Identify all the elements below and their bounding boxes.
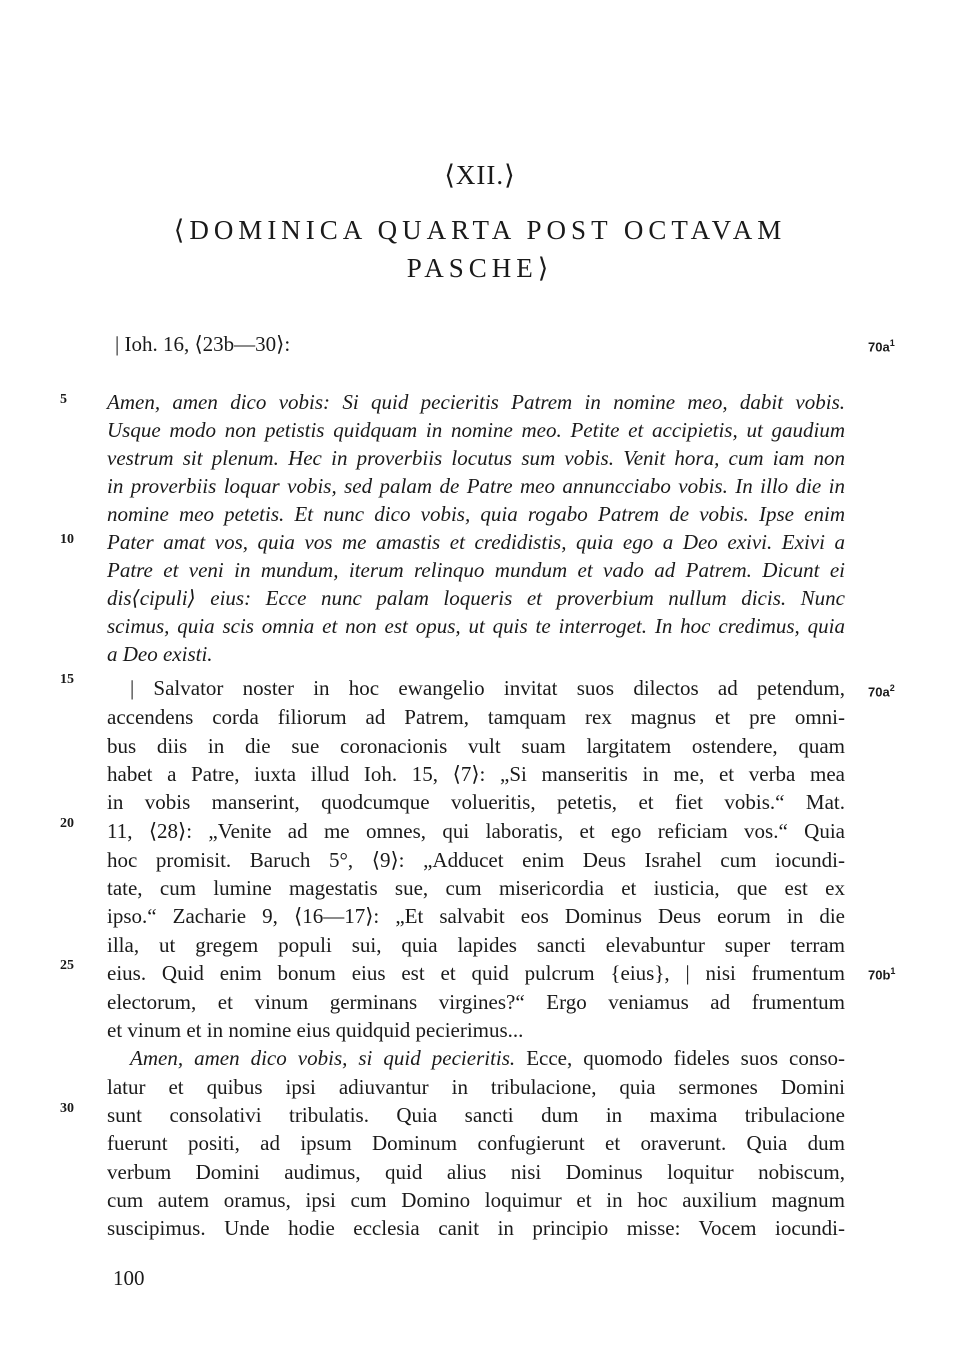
body-line: bus diis in die sue coronacionis vult suam largitatem ostendere, quam — [107, 734, 845, 758]
gospel-line: scimus, quia scis omnia et non est opus, ut quis te interroget. In hoc credimus, quia — [107, 614, 845, 638]
margin-folio-sup: 2 — [889, 683, 895, 693]
body-line: tate, cum lumine magestatis sue, cum misericordia et iusticia, que est ex — [107, 876, 845, 900]
line-number: 10 — [60, 532, 74, 547]
margin-folio-label: 70a — [868, 339, 890, 355]
margin-folio-note — [868, 338, 895, 354]
margin-folio-sup: 1 — [889, 338, 895, 348]
gospel-line: dis⟨cipuli⟩ eius: Ecce nunc palam loqueris et proverbium nullum dicis. Nunc — [107, 586, 845, 610]
margin-folio-label: 70b — [868, 967, 891, 983]
margin-folio-sup: 1 — [890, 966, 896, 976]
body-line: suscipimus. Unde hodie ecclesia canit in principio misse: Vocem iocundi- — [107, 1216, 845, 1240]
body-line: fuerunt positi, ad ipsum Dominum confugierunt et oraverunt. Quia dum — [107, 1131, 845, 1155]
body-line: accendens corda filiorum ad Patrem, tamquam rex magnus et pre omni- — [107, 705, 845, 729]
body-line: eius. Quid enim bonum eius est et quid pulcrum {eius}, | nisi frumentum — [107, 961, 845, 985]
paragraph-text: Ecce, quomodo fideles suos conso- — [515, 1046, 845, 1070]
body-line: latur et quibus ipsi adiuvantur in tribulacione, quia sermones Domini — [107, 1075, 845, 1099]
body-line: in vobis manserint, quodcumque volueritis, petetis, et fiet vobis.“ Mat. — [107, 790, 845, 814]
body-line: hoc promisit. Baruch 5°, ⟨9⟩: „Adducet enim Deus Israhel cum iocundi- — [107, 848, 845, 872]
section-title-line-1: ⟨DOMINICA QUARTA POST OCTAVAM — [173, 215, 787, 245]
body-line: sunt consolativi tribulatis. Quia sancti dum in maxima tribulacione — [107, 1103, 845, 1127]
body-line: habet a Patre, iuxta illud Ioh. 15, ⟨7⟩: „Si manseritis in me, et verba mea — [107, 762, 845, 786]
body-line: ipso.“ Zacharie 9, ⟨16—17⟩: „Et salvabit eos Dominus Deus eorum in die — [107, 904, 845, 928]
line-number: 30 — [60, 1101, 74, 1116]
gospel-line: vestrum sit plenum. Hec in proverbiis locutus sum vobis. Venit hora, cum iam non — [107, 446, 845, 470]
scripture-reference: | Ioh. 16, ⟨23b—30⟩: — [115, 332, 291, 356]
gospel-line: nomine meo petetis. Et nunc dico vobis, quia rogabo Patrem de vobis. Ipse enim — [107, 502, 845, 526]
body-line: cum autem oramus, ipsi cum Domino loquimur et in hoc auxilium magnum — [107, 1188, 845, 1212]
line-number: 5 — [60, 392, 67, 407]
paragraph-opening-line — [130, 1044, 845, 1072]
page-number: 100 — [113, 1266, 145, 1290]
gospel-line: Usque modo non petistis quidquam in nomine meo. Petite et accipietis, ut gaudium — [107, 418, 845, 442]
body-line: verbum Domini audimus, quid alius nisi Dominus loquitur nobiscum, — [107, 1160, 845, 1184]
body-line: 11, ⟨28⟩: „Venite ad me omnes, qui laboratis, et ego reficiam vos.“ Quia — [107, 819, 845, 843]
body-line: et vinum et in nomine eius quidquid pecierimus... — [107, 1018, 524, 1042]
margin-folio-note — [868, 966, 895, 982]
line-number: 25 — [60, 958, 74, 973]
margin-folio-label: 70a — [868, 684, 890, 700]
margin-folio-note — [868, 683, 895, 699]
line-number: 15 — [60, 672, 74, 687]
gospel-line: in proverbiis loquar vobis, sed palam de Patre meo annuncciabo vobis. In illo die in — [107, 474, 845, 498]
section-number: ⟨XII.⟩ — [444, 160, 516, 190]
line-number: 20 — [60, 816, 74, 831]
gospel-line: a Deo existi. — [107, 642, 213, 666]
section-title-line-2: PASCHE⟩ — [406, 253, 554, 283]
incipit: Amen, amen dico vobis, si quid pecieritis. — [130, 1046, 516, 1070]
gospel-line: Pater amat vos, quia vos me amastis et credidistis, quia ego a Deo exivi. Exivi a — [107, 530, 845, 554]
gospel-line: Patre et veni in mundum, iterum relinquo mundum et vado ad Patrem. Dicunt ei — [107, 558, 845, 582]
body-line: electorum, et vinum germinans virgines?“ Ergo veniamus ad frumentum — [107, 990, 845, 1014]
gospel-line: Amen, amen dico vobis: Si quid pecieritis Patrem in nomine meo, dabit vobis. — [107, 390, 845, 414]
body-line: illa, ut gregem populi sui, quia lapides sancti elevabuntur super terram — [107, 933, 845, 957]
body-line: | Salvator noster in hoc ewangelio invitat suos dilectos ad petendum, — [130, 676, 845, 700]
